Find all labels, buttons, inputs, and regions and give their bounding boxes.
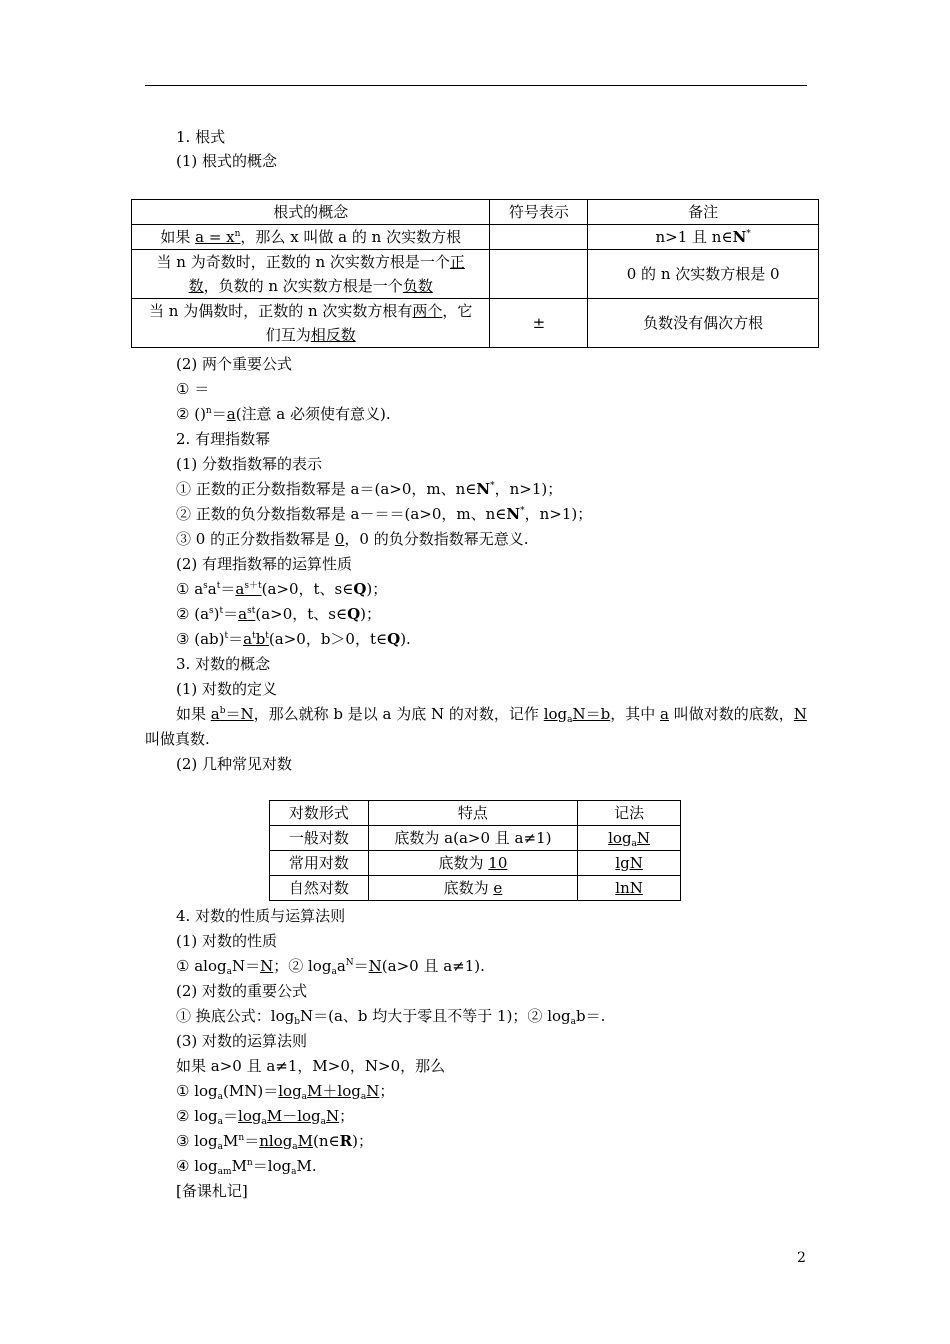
table-row [270, 876, 681, 901]
formula-1: ① ＝ [176, 380, 210, 398]
exponent-law-2: ② $(a^s)^t=a^{st}(a>0$，t、s∈Q)； [176, 605, 382, 623]
header-rule [145, 85, 807, 86]
table-cell: 常用对数 [270, 851, 369, 876]
common-logs-table [269, 800, 681, 901]
section-2-title: 2. 有理指数幂 [176, 430, 271, 448]
log-rule-1: ① $\log_a(MN)=\log_aM+\log_aN$； [176, 1082, 395, 1102]
table-row [270, 851, 681, 876]
section-4-sub1: (1) 对数的性质 [176, 932, 278, 950]
table-cell: n>1 且 n∈N* [588, 225, 819, 250]
table-header-cell: 备注 [588, 200, 819, 225]
log-rule-3: ③ $\log_aM^n=nlog_aM(n\in R)$； [176, 1132, 373, 1152]
section-3-sub1: (1) 对数的定义 [176, 680, 278, 698]
table-row [132, 299, 819, 348]
table-row [270, 826, 681, 851]
radical-concept-table [131, 199, 819, 348]
exponent-law-1: ① $a^sa^t=a^{s+t}(a>0$，t、s∈Q)； [176, 580, 388, 598]
section-3-sub2: (2) 几种常见对数 [176, 755, 293, 773]
log-conditions: 如果 a>0 且 a≠1，M>0，N>0，那么 [176, 1057, 446, 1075]
table-cell: 负数没有偶次方根 [588, 299, 819, 348]
power-rule-3: ③ 0 的正分数指数幂是 0，0 的负分数指数幂无意义. [176, 530, 529, 548]
section-4-sub3: (3) 对数的运算法则 [176, 1032, 308, 1050]
table-cell: $\log_aN$ [578, 826, 681, 851]
table-cell: 0 的 n 次实数方根是 0 [588, 250, 819, 299]
table-header-cell: 符号表示 [490, 200, 588, 225]
page-number: 2 [797, 1250, 806, 1266]
table-cell: 底数为 10 [368, 851, 577, 876]
section-1-title: 1. 根式 [176, 128, 226, 146]
table-cell: 当 n 为奇数时，正数的 n 次实数方根是一个正 数，负数的 n 次实数方根是一个负数 [132, 250, 490, 299]
table-row [132, 225, 819, 250]
table-cell: 如果 $a = x^n$，那么 x 叫做 a 的 n 次实数方根 [132, 225, 490, 250]
log-rule-4: ④ $\log_{am}M^n=\log_aM$. [176, 1157, 317, 1177]
log-definition-cont: 叫做真数. [145, 730, 210, 748]
section-1-sub2: (2) 两个重要公式 [176, 355, 293, 373]
table-header-cell: 特点 [368, 801, 577, 826]
section-4-title: 4. 对数的性质与运算法则 [176, 907, 346, 925]
table-header-cell: 记法 [578, 801, 681, 826]
section-1-sub1: (1) 根式的概念 [176, 152, 278, 170]
table-cell: lnN [578, 876, 681, 901]
section-3-title: 3. 对数的概念 [176, 655, 271, 673]
change-of-base: ① 换底公式：$\log_bN=(a$、b 均大于零且不等于 1)；② $\log_ab=$. [176, 1007, 606, 1027]
table-header-cell: 根式的概念 [132, 200, 490, 225]
table-cell: 一般对数 [270, 826, 369, 851]
table-cell: 底数为 a(a>0 且 a≠1) [368, 826, 577, 851]
section-4-sub2: (2) 对数的重要公式 [176, 982, 308, 1000]
table-cell: 底数为 e [368, 876, 577, 901]
section-2-sub2: (2) 有理指数幂的运算性质 [176, 555, 353, 573]
exponent-law-3: ③ $(ab)^t=a^tb^t(a>0$，b＞0，t∈Q). [176, 630, 411, 648]
power-rule-1: ① 正数的正分数指数幂是 a＝(a>0，m、n∈N*，n>1)； [176, 480, 563, 498]
formula-2: ② ()$^n$＝a(注意 a 必须使有意义). [176, 405, 391, 423]
table-cell: lgN [578, 851, 681, 876]
table-cell: ± [490, 299, 588, 348]
table-cell [490, 250, 588, 299]
power-rule-2: ② 正数的负分数指数幂是 a－＝＝(a>0，m、n∈N*，n>1)； [176, 505, 593, 523]
log-property: ① alog$_a$N＝N；② $\log_aa^N=N(a>0$ 且 a≠1). [176, 957, 485, 977]
table-header-cell: 对数形式 [270, 801, 369, 826]
table-header-row [270, 801, 681, 826]
table-header-row [132, 200, 819, 225]
log-rule-2: ② $\log_a=\log_aM-\log_aN$； [176, 1107, 355, 1127]
lesson-notes-label: [备课札记] [176, 1182, 248, 1200]
table-cell: 当 n 为偶数时，正数的 n 次实数方根有两个，它 们互为相反数 [132, 299, 490, 348]
table-cell [490, 225, 588, 250]
log-definition: 如果 $a^b=N$，那么就称 b 是以 a 为底 N 的对数，记作 $\log_aN=b$，其中 a 叫做对数的底数，N [176, 705, 807, 725]
table-row [132, 250, 819, 299]
table-cell: 自然对数 [270, 876, 369, 901]
section-2-sub1: (1) 分数指数幂的表示 [176, 455, 323, 473]
